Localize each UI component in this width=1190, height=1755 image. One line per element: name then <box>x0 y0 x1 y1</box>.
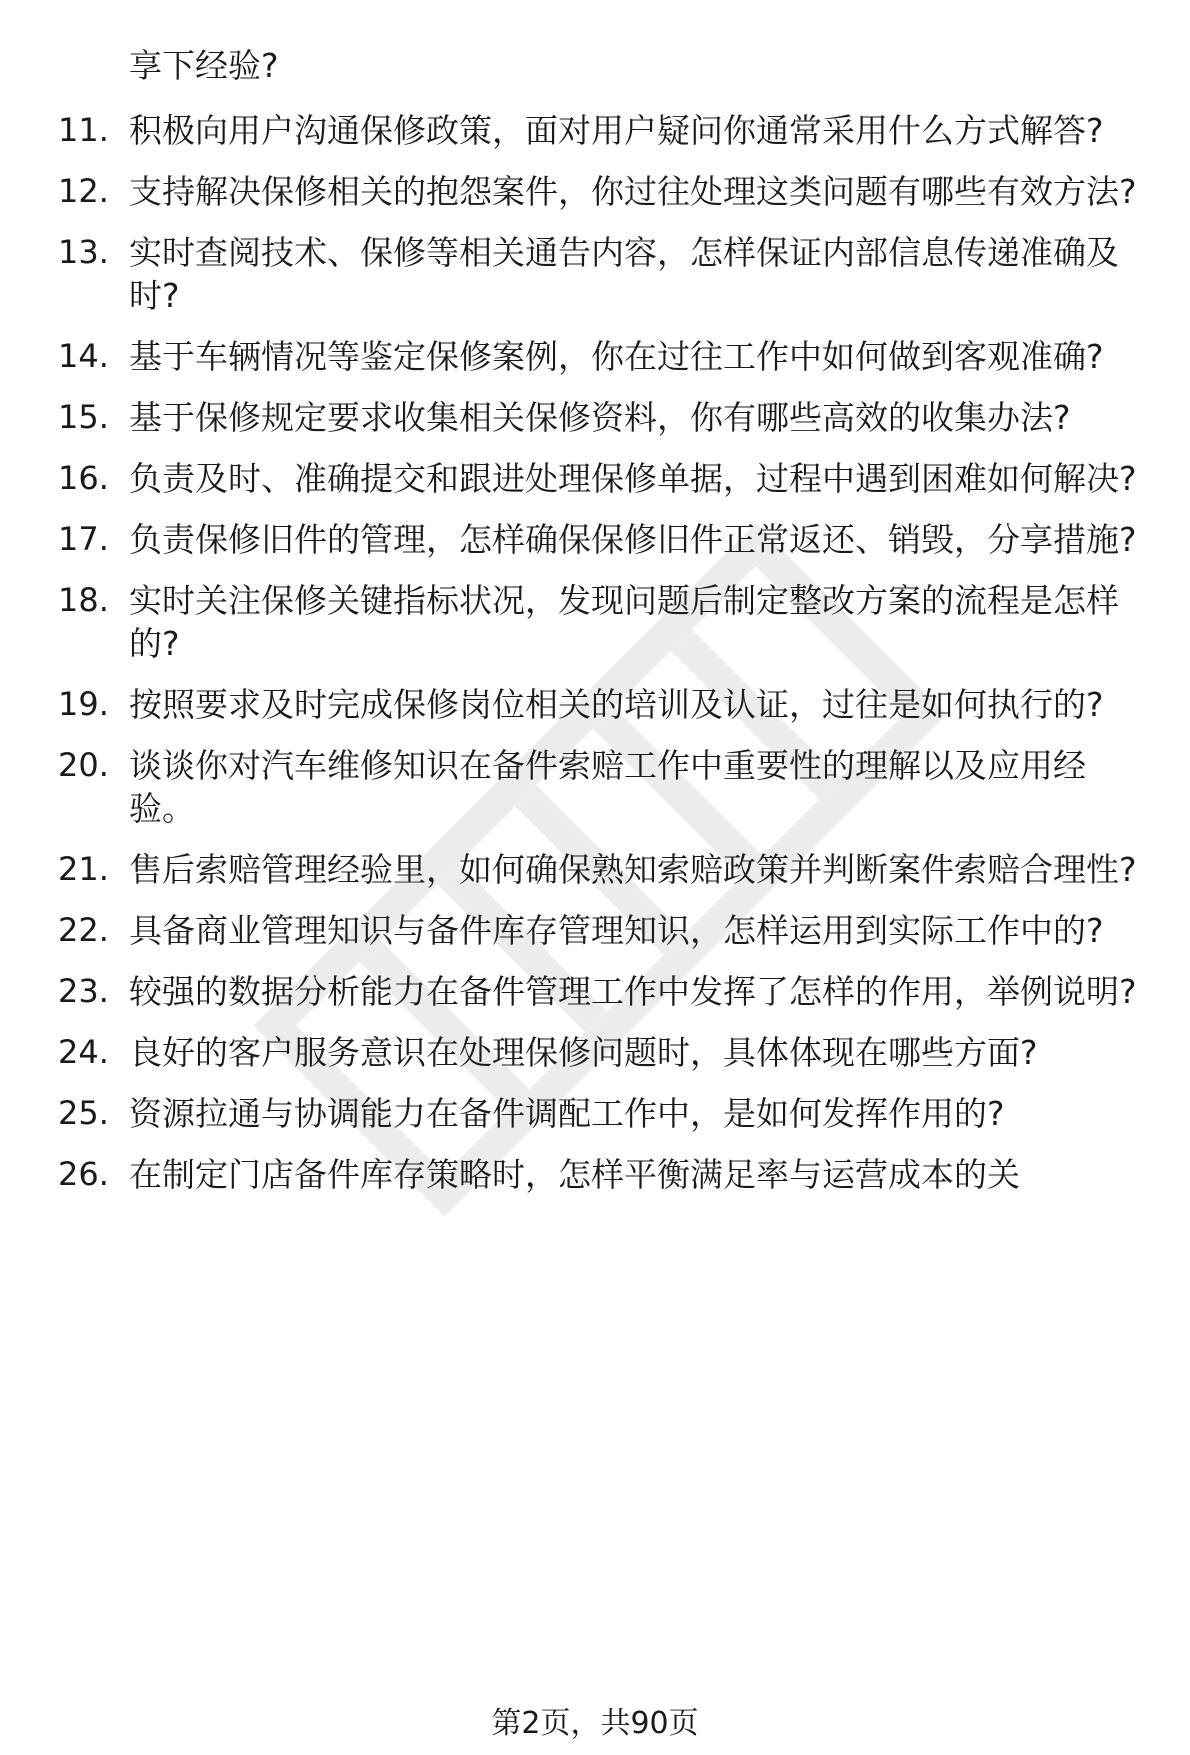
list-item <box>0 1092 1190 1135</box>
list-item <box>0 396 1190 439</box>
question-number: 21. <box>58 850 109 888</box>
question-text: 按照要求及时完成保修岗位相关的培训及认证，过往是如何执行的? <box>129 685 1104 724</box>
list-item <box>0 170 1190 213</box>
question-text: 谈谈你对汽车维修知识在备件索赔工作中重要性的理解以及应用经验。 <box>129 746 1086 828</box>
question-text: 在制定门店备件库存策略时，怎样平衡满足率与运营成本的关 <box>129 1155 1020 1194</box>
list-item <box>0 683 1190 726</box>
continued-question-text <box>0 44 1190 87</box>
question-number: 17. <box>58 520 109 558</box>
question-text: 负责保修旧件的管理，怎样确保保修旧件正常返还、销毁，分享措施? <box>129 520 1137 559</box>
list-item <box>0 231 1190 317</box>
list-item <box>0 970 1190 1013</box>
list-item <box>0 579 1190 665</box>
question-number: 12. <box>58 172 109 210</box>
list-item <box>0 848 1190 891</box>
list-item <box>0 457 1190 500</box>
question-number: 19. <box>58 685 109 723</box>
question-text: 享下经验? <box>129 46 279 85</box>
list-item <box>0 335 1190 378</box>
question-text: 负责及时、准确提交和跟进处理保修单据，过程中遇到困难如何解决? <box>129 459 1137 498</box>
question-number: 22. <box>58 911 109 949</box>
question-number: 26. <box>58 1155 109 1193</box>
question-number: 11. <box>58 111 109 149</box>
question-number: 23. <box>58 972 109 1010</box>
question-list <box>0 44 1190 1214</box>
question-text: 售后索赔管理经验里，如何确保熟知索赔政策并判断案件索赔合理性? <box>129 850 1137 889</box>
question-text: 实时查阅技术、保修等相关通告内容，怎样保证内部信息传递准确及时? <box>129 233 1119 315</box>
question-text: 积极向用户沟通保修政策，面对用户疑问你通常采用什么方式解答? <box>129 111 1104 150</box>
question-number: 13. <box>58 233 109 271</box>
list-item <box>0 909 1190 952</box>
list-item <box>0 109 1190 152</box>
question-number: 14. <box>58 337 109 375</box>
question-text: 具备商业管理知识与备件库存管理知识，怎样运用到实际工作中的? <box>129 911 1104 950</box>
list-item <box>0 744 1190 830</box>
question-number: 18. <box>58 581 109 619</box>
question-text: 良好的客户服务意识在处理保修问题时，具体体现在哪些方面? <box>129 1033 1038 1072</box>
question-text: 支持解决保修相关的抱怨案件，你过往处理这类问题有哪些有效方法? <box>129 172 1137 211</box>
question-text: 实时关注保修关键指标状况，发现问题后制定整改方案的流程是怎样的? <box>129 581 1119 663</box>
question-text: 资源拉通与协调能力在备件调配工作中，是如何发挥作用的? <box>129 1094 1005 1133</box>
question-number: 15. <box>58 398 109 436</box>
list-item <box>0 518 1190 561</box>
question-text: 基于车辆情况等鉴定保修案例，你在过往工作中如何做到客观准确? <box>129 337 1104 376</box>
question-number: 20. <box>58 746 109 784</box>
question-number: 25. <box>58 1094 109 1132</box>
page-footer: 第2页，共90页 <box>491 1706 699 1741</box>
question-text: 较强的数据分析能力在备件管理工作中发挥了怎样的作用，举例说明? <box>129 972 1137 1011</box>
list-item <box>0 1153 1190 1196</box>
question-number: 24. <box>58 1033 109 1071</box>
list-item <box>0 1031 1190 1074</box>
question-text: 基于保修规定要求收集相关保修资料，你有哪些高效的收集办法? <box>129 398 1071 437</box>
question-number: 16. <box>58 459 109 497</box>
